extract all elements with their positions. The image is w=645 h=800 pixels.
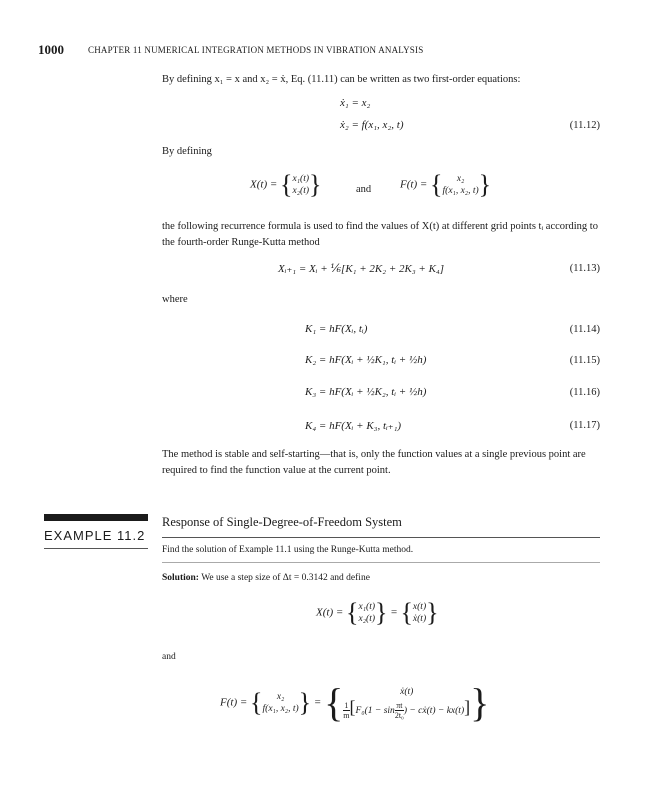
eq-number-11-16: (11.16) <box>569 387 600 398</box>
right-brace: } <box>426 598 439 627</box>
equals-sign: = <box>313 696 322 709</box>
right-brace: } <box>470 680 490 725</box>
and-label-2: and <box>162 652 176 662</box>
recurrence-text: the following recurrence formula is used to find the values of X(t) at different grid points tᵢ according to the fourth-order Runge-Kutta method <box>162 221 598 248</box>
x-vector-bottom: x₂(t) <box>292 186 310 196</box>
eq-11-13: Xᵢ₊₁ = Xᵢ + ⅙[K₁ + 2K₂ + 2K₃ + K₄] <box>278 263 445 275</box>
solution-line <box>162 573 370 583</box>
example-label: EXAMPLE 11.2 <box>44 528 146 543</box>
left-brace: { <box>430 170 443 199</box>
solution-f-top-2: ẋ(t) <box>400 686 414 697</box>
where-text: where <box>162 294 188 305</box>
x-vector-definition <box>250 172 322 198</box>
example-title: Response of Single-Degree-of-Freedom System <box>162 515 402 529</box>
f-vector-bottom: f(x₁, x₂, t) <box>442 186 479 196</box>
example-divider <box>44 548 148 549</box>
eq-11-12-line1: ẋ₁ = x₂ <box>340 97 371 109</box>
example-statement: Find the solution of Example 11.1 using the Runge-Kutta method. <box>162 545 414 555</box>
left-brace: { <box>280 170 293 199</box>
right-brace: } <box>375 598 388 627</box>
solution-text: We use a step size of Δt = 0.3142 and define <box>201 573 370 583</box>
solution-f-vector: F(t) = { x₂ f(x₁, x₂, t) } = { ẋ(t) $\frac{1}{m}$ [F₀(1 − sin $\frac{\pi t}{\text{2t₀}}$ ) − cẋ(t) − kx(t)] } <box>220 680 490 725</box>
solution-x-bottom-2: ẋ(t) <box>412 614 427 624</box>
running-header: CHAPTER 11 NUMERICAL INTEGRATION METHODS IN VIBRATION ANALYSIS <box>88 45 424 55</box>
solution-x-bottom: x₂(t) <box>358 614 376 624</box>
example-title-rule <box>162 537 600 538</box>
stable-text: The method is stable and self-starting—that is, only the function values at a single previous point are required to find the function value at the current point. <box>162 449 586 476</box>
solution-x-top: x₁(t) <box>358 602 376 612</box>
left-brace: { <box>400 598 413 627</box>
eq-number-11-14: (11.14) <box>569 324 600 335</box>
by-defining-text: By defining <box>162 146 212 157</box>
f-vector-definition <box>400 172 491 198</box>
solution-f-lhs: F(t) = <box>220 696 248 709</box>
eq-11-12-line2: ẋ₂ = f(x₁, x₂, t) <box>340 119 404 131</box>
intro-text: By defining x₁ = x and x₂ = ẋ, Eq. (11.11) can be written as two first-order equations: <box>162 74 521 85</box>
solution-x-vector <box>316 600 439 626</box>
left-brace: { <box>346 598 359 627</box>
forcing-term: F₀(1 − sin <box>355 705 395 716</box>
example-bar <box>44 514 148 521</box>
solution-x-top-2: x(t) <box>412 602 427 612</box>
right-brace: } <box>298 688 312 717</box>
x-vector-lhs: X(t) = <box>250 178 278 191</box>
example-statement-rule <box>162 562 600 563</box>
page-number: 1000 <box>38 42 64 57</box>
eq-number-11-17: (11.17) <box>569 420 600 431</box>
solution-f-top: x₂ <box>276 692 285 702</box>
one-over-m: $\frac{1}{m}$ <box>343 701 350 721</box>
eq-11-16: K₃ = hF(Xᵢ + ½K₂, tᵢ + ½h) <box>305 386 427 398</box>
eq-number-11-13: (11.13) <box>569 263 600 274</box>
solution-f-bottom: f(x₁, x₂, t) <box>262 704 299 714</box>
eq-11-17: K₄ = hF(Xᵢ + K₃, tᵢ₊₁) <box>305 420 402 432</box>
left-brace: { <box>250 688 263 717</box>
and-label: and <box>356 184 372 195</box>
equals-sign: = <box>390 606 398 619</box>
right-brace: } <box>309 170 322 199</box>
eq-number-11-12: (11.12) <box>569 120 600 131</box>
f-vector-lhs: F(t) = <box>400 178 428 191</box>
f-vector-top: x₂ <box>456 174 465 184</box>
solution-x-lhs: X(t) = <box>316 606 344 619</box>
eq-number-11-15: (11.15) <box>569 355 600 366</box>
right-brace: } <box>478 170 492 199</box>
left-brace: { <box>324 680 344 725</box>
pi-t-over-2t0: $\frac{\pi t}{\text{2t₀}}$ <box>394 701 404 721</box>
forcing-term-tail: ) − cẋ(t) − kx(t) <box>403 705 465 716</box>
solution-label: Solution: <box>162 573 199 583</box>
eq-11-14: K₁ = hF(Xᵢ, tᵢ) <box>305 323 368 335</box>
x-vector-top: x₁(t) <box>292 174 310 184</box>
eq-11-15: K₂ = hF(Xᵢ + ½K₁, tᵢ + ½h) <box>305 354 427 366</box>
